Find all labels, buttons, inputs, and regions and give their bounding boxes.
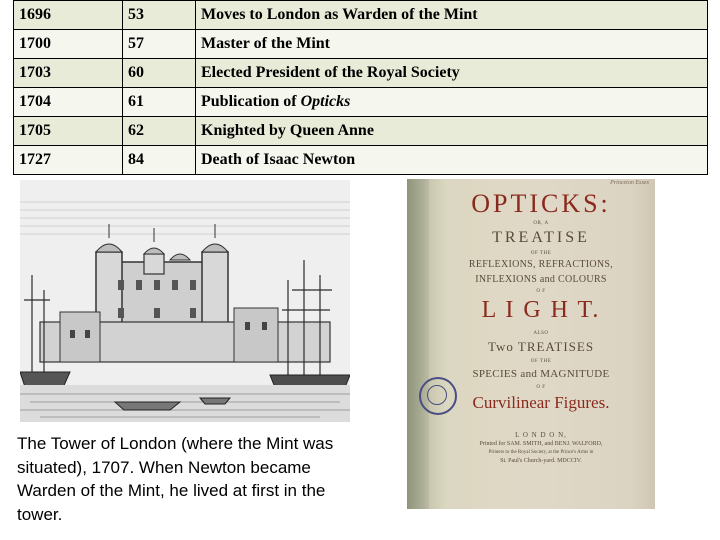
- timeline-event: [196, 30, 708, 59]
- timeline-event-text: Knighted by Queen Anne: [201, 122, 374, 139]
- timeline-age: 60: [123, 59, 196, 88]
- timeline-age: 53: [123, 1, 196, 30]
- title-of-the-2: OF THE: [530, 359, 552, 364]
- title-of: O F: [536, 289, 546, 294]
- title-printed: Printed for SAM. SMITH, and BENJ. WALFORD,: [479, 441, 603, 447]
- timeline-event: [196, 117, 708, 146]
- title-two-treatises: Two TREATISES: [487, 339, 595, 354]
- timeline-event-text: Publication of: [201, 93, 301, 110]
- title-light: L I G H T.: [481, 297, 601, 323]
- timeline-age: 62: [123, 117, 196, 146]
- timeline-row: [14, 30, 708, 59]
- timeline-year: 1696: [14, 1, 123, 30]
- timeline-event-text: Elected President of the Royal Society: [201, 64, 460, 81]
- timeline-year: 1704: [14, 88, 123, 117]
- title-churchyard: St. Paul's Church-yard. MDCCIV.: [500, 458, 582, 464]
- timeline-event: [196, 59, 708, 88]
- timeline-year: 1705: [14, 117, 123, 146]
- title-opticks: OPTICKS:: [471, 189, 611, 218]
- title-of-the: OF THE: [530, 251, 552, 256]
- timeline-row: [14, 1, 708, 30]
- tower-caption: The Tower of London (where the Mint was situated), 1707. When Newton became Warden of the Mint, he lived at first in the tower.: [17, 434, 334, 524]
- library-stamp: [419, 377, 457, 415]
- title-or-a: OR, A: [533, 221, 549, 226]
- title-species: SPECIES and MAGNITUDE: [472, 368, 610, 380]
- title-curvilinear: Curvilinear Figures.: [472, 393, 610, 412]
- timeline-year: 1700: [14, 30, 123, 59]
- tower-of-london-engraving: [20, 180, 350, 422]
- title-of-2: O F: [536, 385, 546, 390]
- title-printers: Printers to the Royal Society, at the Prince's Arms in: [488, 450, 594, 455]
- timeline-row: [14, 117, 708, 146]
- timeline-age: 61: [123, 88, 196, 117]
- timeline-event: [196, 146, 708, 175]
- title-also: ALSO: [533, 331, 549, 336]
- book-spine: [407, 179, 429, 509]
- timeline-age: 84: [123, 146, 196, 175]
- title-inflexions: INFLEXIONS and COLOURS: [475, 274, 607, 285]
- title-reflexions: REFLEXIONS, REFRACTIONS,: [468, 259, 614, 270]
- timeline-event: [196, 1, 708, 30]
- timeline-row: [14, 88, 708, 117]
- timeline-year: 1727: [14, 146, 123, 175]
- handwritten-note: Princeton Essex: [610, 180, 649, 186]
- timeline-age: 57: [123, 30, 196, 59]
- timeline-year: 1703: [14, 59, 123, 88]
- opticks-title-page-photo: [407, 179, 655, 509]
- timeline-event-text: Master of the Mint: [201, 35, 330, 52]
- timeline-event-italic-text: Opticks: [300, 93, 351, 110]
- timeline-row: [14, 59, 708, 88]
- timeline-event: [196, 88, 708, 117]
- timeline-row: [14, 146, 708, 175]
- title-treatise: TREATISE: [492, 229, 590, 246]
- engraving-illustration: [20, 180, 350, 422]
- title-london: L O N D O N,: [515, 431, 567, 439]
- timeline-event-text: Moves to London as Warden of the Mint: [201, 6, 478, 23]
- timeline-event-text: Death of Isaac Newton: [201, 151, 356, 168]
- timeline-table: [13, 0, 708, 175]
